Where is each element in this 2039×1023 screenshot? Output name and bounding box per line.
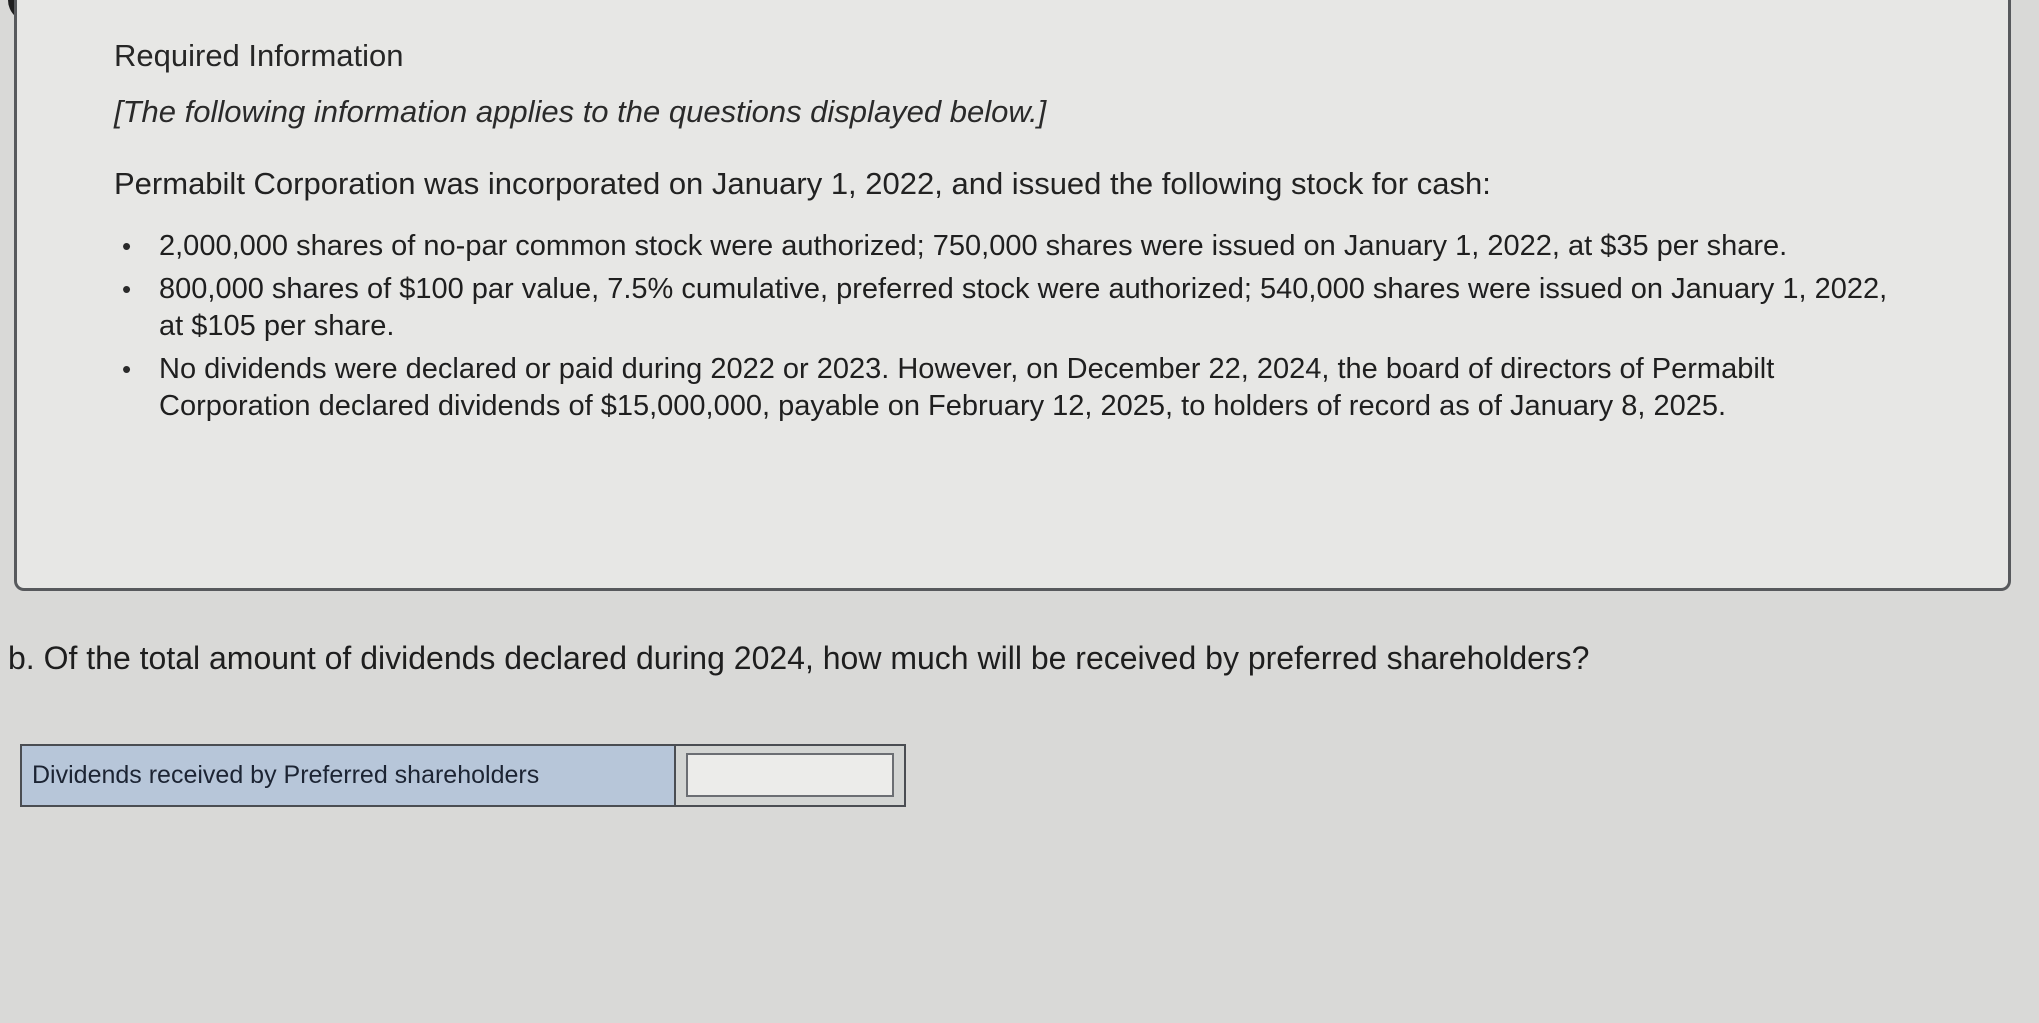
info-heading: Required Information [114,38,404,73]
question-text: b. Of the total amount of dividends declared during 2024, how much will be received by preferred shareholders? [8,640,1590,676]
fact-text: 2,000,000 shares of no-par common stock were authorized; 750,000 shares were issued on January 1, 2022, at $35 per share. [159,230,1788,262]
bullet-icon: • [122,354,132,384]
fact-text: 800,000 shares of $100 par value, 7.5% cumulative, preferred stock were authorized; 540,000 shares were issued on January 1, 2022, at $105 per share. [159,273,1888,342]
info-intro: Permabilt Corporation was incorporated on January 1, 2022, and issued the following stock for cash: [114,166,1491,201]
answer-label: Dividends received by Preferred shareholders [22,746,676,805]
list-item [114,351,1894,425]
required-information-panel [14,0,2011,591]
bullet-icon: • [122,274,132,304]
fact-text: No dividends were declared or paid during 2022 or 2023. However, on December 22, 2024, the board of directors of Permabilt Corporation declared dividends of $15,000,000, payable on February 12, 2025, to holders of record as of January 8, 2025. [159,353,1775,422]
facts-list [114,228,1894,431]
answer-cell [676,746,904,805]
answer-row [20,744,906,807]
list-item [114,228,1894,265]
bullet-icon: • [122,231,132,261]
info-note: [The following information applies to the questions displayed below.] [114,94,1047,129]
preferred-dividends-input[interactable] [686,753,894,797]
list-item [114,271,1894,345]
